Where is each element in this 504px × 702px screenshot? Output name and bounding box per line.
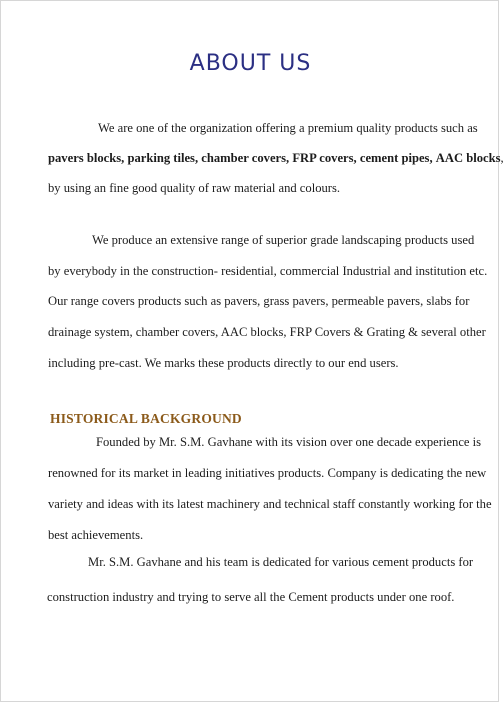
para2-line4: drainage system, chamber covers, AAC blocks, FRP Covers & Grating & several other: [48, 325, 486, 339]
para3-line2: renowned for its market in leading initiatives products. Company is dedicating the new: [48, 466, 487, 480]
para1-line2: [48, 150, 504, 166]
product-aac-blocks: AAC blocks: [435, 151, 501, 165]
product-aac-group: [436, 151, 504, 165]
product-cement-pipes: cement pipes,: [359, 151, 433, 165]
para2-line3: Our range covers products such as pavers, grass pavers, permeable pavers, slabs for: [48, 294, 470, 308]
para3-line4: best achievements.: [48, 528, 144, 542]
para1-line2-end: ,: [500, 151, 504, 165]
para4-line2: construction industry and trying to serve all the Cement products under one roof.: [47, 590, 455, 604]
product-chamber-covers: chamber covers,: [201, 151, 290, 165]
section-heading-historical: HISTORICAL BACKGROUND: [50, 411, 242, 426]
para3-line3: variety and ideas with its latest machinery and technical staff constantly working for the: [48, 497, 492, 511]
para3-line1: Founded by Mr. S.M. Gavhane with its vision over one decade experience is: [96, 435, 482, 449]
product-frp-covers: FRP covers,: [292, 151, 357, 165]
para1-line1: We are one of the organization offering a premium quality products such as: [98, 121, 478, 135]
product-parking-tiles: parking tiles,: [127, 151, 199, 165]
para2-line5: including pre-cast. We marks these products directly to our end users.: [48, 356, 399, 370]
product-pavers: pavers blocks,: [48, 151, 125, 165]
para1-line3: by using an fine good quality of raw material and colours.: [48, 181, 341, 195]
title-word-about: ABOUT: [189, 51, 272, 76]
para4-line1: Mr. S.M. Gavhane and his team is dedicated for various cement products for: [88, 555, 474, 569]
para2-line1: We produce an extensive range of superior grade landscaping products used: [92, 233, 475, 247]
para2-line2: by everybody in the construction- residential, commercial Industrial and institution etc.: [48, 264, 488, 278]
page-title: [1, 51, 500, 76]
title-word-us: US: [279, 51, 312, 76]
